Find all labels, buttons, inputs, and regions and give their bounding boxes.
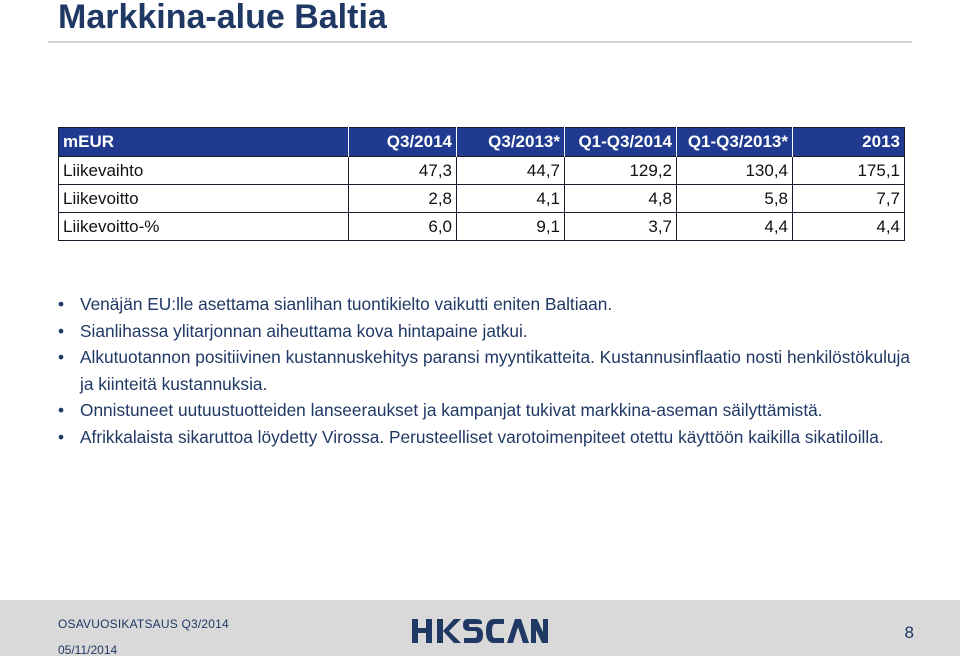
row-label: Liikevoitto	[59, 185, 349, 213]
bullet-item	[58, 397, 918, 424]
column-header: Q1-Q3/2013*	[677, 128, 793, 157]
financial-table	[58, 127, 905, 241]
table-cell: 4,1	[457, 185, 565, 213]
table-row	[59, 213, 905, 241]
table-cell: 9,1	[457, 213, 565, 241]
table-row	[59, 157, 905, 185]
bullet-dot-icon: •	[58, 400, 65, 420]
bullet-item	[58, 291, 918, 318]
title-divider	[48, 41, 912, 43]
bullet-text: Venäjän EU:lle asettama sianlihan tuontikielto vaikutti eniten Baltiaan.	[80, 294, 613, 314]
slide-title: Markkina-alue Baltia	[58, 0, 387, 36]
footer-report-label: OSAVUOSIKATSAUS Q3/2014	[58, 617, 229, 631]
table-cell: 4,4	[793, 213, 905, 241]
row-label: Liikevaihto	[59, 157, 349, 185]
column-header: Q3/2013*	[457, 128, 565, 157]
bullet-text: Sianlihassa ylitarjonnan aiheuttama kova hintapaine jatkui.	[80, 320, 528, 341]
table-cell: 129,2	[565, 157, 677, 185]
bullet-dot-icon: •	[58, 426, 65, 447]
footer-date: 05/11/2014	[58, 643, 118, 657]
column-header: mEUR	[59, 128, 349, 157]
bullet-dot-icon: •	[58, 347, 65, 367]
table-cell: 47,3	[349, 157, 457, 185]
bullet-dot-icon: •	[58, 294, 65, 314]
page-number: 8	[904, 623, 914, 642]
table-cell: 3,7	[565, 213, 677, 241]
table-cell: 4,4	[677, 213, 793, 241]
slide-footer	[0, 600, 960, 656]
table-cell: 5,8	[677, 185, 793, 213]
table-cell: 130,4	[677, 157, 793, 185]
table-cell: 44,7	[457, 157, 565, 185]
table-row	[59, 185, 905, 213]
bullet-list	[58, 291, 918, 450]
column-header: Q1-Q3/2014	[565, 128, 677, 157]
table-cell: 175,1	[793, 157, 905, 185]
table-cell: 2,8	[349, 185, 457, 213]
table-header-row	[59, 128, 905, 157]
column-header: Q3/2014	[349, 128, 457, 157]
bullet-dot-icon: •	[58, 320, 65, 341]
bullet-item	[58, 344, 918, 397]
bullet-text: Onnistuneet uutuustuotteiden lanseeraukset ja kampanjat tukivat markkina-aseman säilyttämistä.	[80, 400, 823, 420]
column-header: 2013	[793, 128, 905, 157]
bullet-text: Afrikkalaista sikaruttoa löydetty Virossa. Perusteelliset varotoimenpiteet otettu käyttöön kaikilla sikatiloilla.	[80, 426, 884, 447]
bullet-text: Alkutuotannon positiivinen kustannuskehitys paransi myyntikatteita. Kustannusinflaatio nosti henkilöstökuluja ja kiinteitä kustannuksia.	[80, 347, 910, 394]
logo-text: HKSCAN	[412, 616, 417, 617]
table-cell: 7,7	[793, 185, 905, 213]
row-label: Liikevoitto-%	[59, 213, 349, 241]
hkscan-logo-icon	[412, 616, 548, 646]
table-cell: 4,8	[565, 185, 677, 213]
bullet-item	[58, 424, 918, 451]
bullet-item	[58, 318, 918, 345]
table-cell: 6,0	[349, 213, 457, 241]
